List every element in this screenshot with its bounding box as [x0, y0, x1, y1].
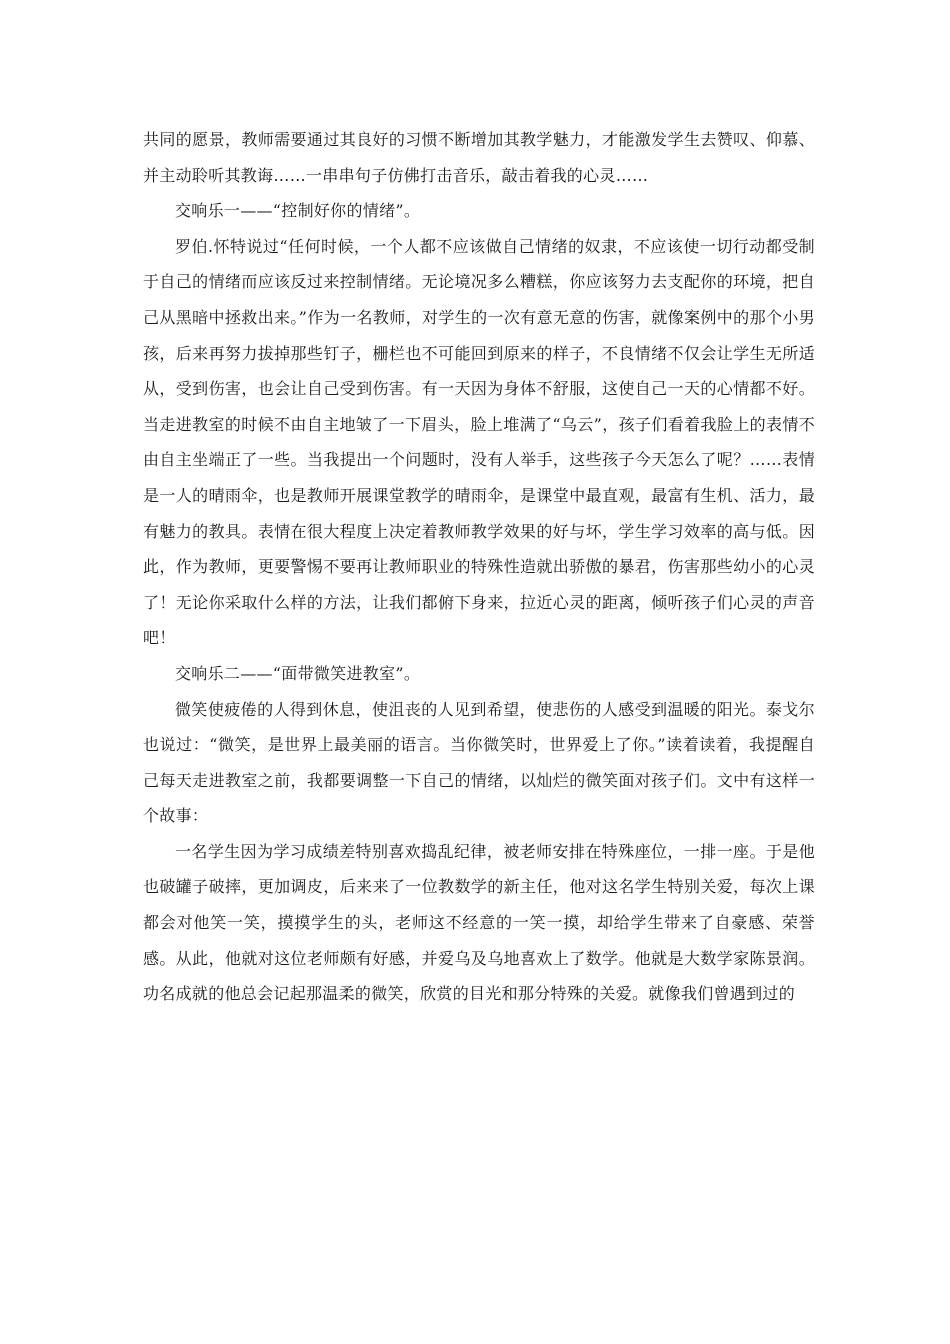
section-heading: 交响乐二——“面带微笑进教室”。 [175, 663, 421, 683]
paragraph: 微笑使疲倦的人得到休息，使沮丧的人见到希望，使悲伤的人感受到温暖的阳光。泰戈尔也说过：“微笑，是世界上最美丽的语言。当你微笑时，世界爱上了你。”读着读着，我提醒自己每天走进教室之前，我都要调整一下自己的情绪，以灿烂的微笑面对孩子们。文中有这样一个故事： [143, 699, 815, 826]
paragraph: 罗伯.怀特说过“任何时候，一个人都不应该做自己情绪的奴隶，不应该使一切行动都受制于自己的情绪而应该反过来控制情绪。无论境况多么糟糕，你应该努力去支配你的环境，把自己从黑暗中拯救出来。”作为一名教师，对学生的一次有意无意的伤害，就像案例中的那个小男孩，后来再努力拔掉那些钉子，栅栏也不可能回到原来的样子，不良情绪不仅会让学生无所适从，受到伤害，也会让自己受到伤害。有一天因为身体不舒服，这使自己一天的心情都不好。当走进教室的时候不由自主地皱了一下眉头，脸上堆满了“乌云”，孩子们看着我脸上的表情不由自主坐端正了一些。当我提出一个问题时，没有人举手，这些孩子今天怎么了呢？……表情是一人的晴雨伞，也是教师开展课堂教学的晴雨伞，是课堂中最直观，最富有生机、活力，最有魅力的教具。表情在很大程度上决定着教师教学效果的好与坏，学生学习效率的高与低。因此，作为教师，更要警惕不要再让教师职业的特殊性造就出骄傲的暴君，伤害那些幼小的心灵了！无论你采取什么样的方法，让我们都俯下身来，拉近心灵的距离，倾听孩子们心灵的声音吧！ [143, 236, 815, 648]
paragraph: 共同的愿景，教师需要通过其良好的习惯不断增加其教学魅力，才能激发学生去赞叹、仰慕、并主动聆听其教诲……一串串句子仿佛打击音乐，敲击着我的心灵…… [143, 130, 815, 185]
section-heading: 交响乐一——“控制好你的情绪”。 [175, 201, 421, 221]
document-body [143, 122, 815, 1012]
paragraph: 一名学生因为学习成绩差特别喜欢捣乱纪律，被老师安排在特殊座位，一排一座。于是他也破罐子破摔，更加调皮，后来来了一位教数学的新主任，他对这名学生特别关爱，每次上课都会对他笑一笑，摸摸学生的头，老师这不经意的一笑一摸，却给学生带来了自豪感、荣誉感。从此，他就对这位老师颇有好感，并爱乌及乌地喜欢上了数学。他就是大数学家陈景润。功名成就的他总会记起那温柔的微笑，欣赏的目光和那分特殊的关爱。就像我们曾遇到过的 [143, 841, 815, 1004]
